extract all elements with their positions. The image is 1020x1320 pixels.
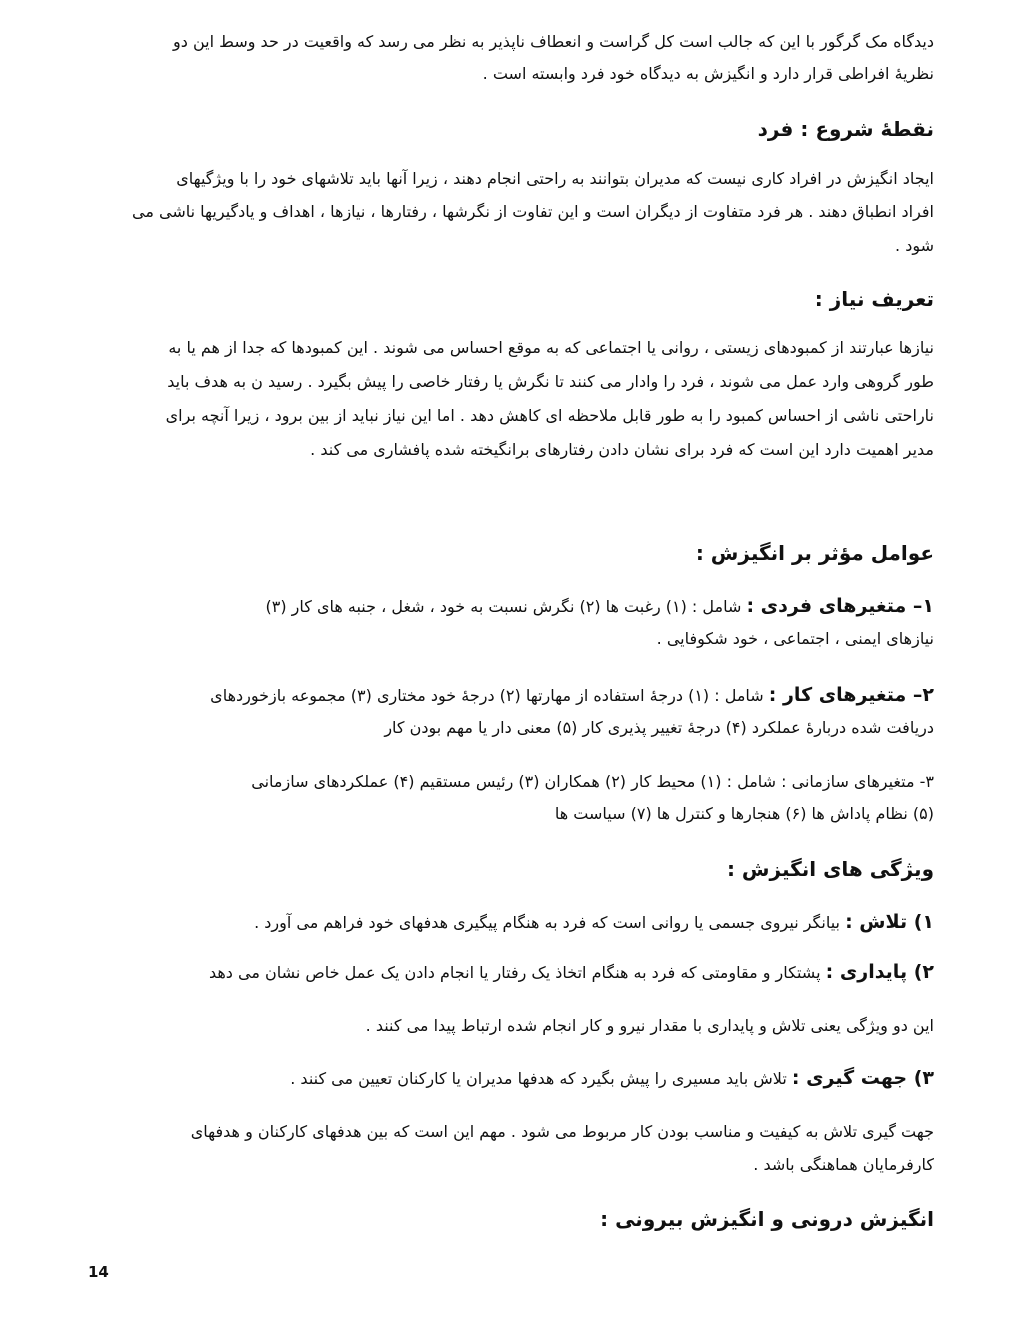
factor-individual bbox=[92, 590, 934, 655]
factor-organizational-line-1: ۳- متغیرهای سازمانی : شامل : (۱) محیط کار (۲) همکاران (۳) رئیس مستقیم (۴) عملکردهای سازمانی bbox=[251, 772, 934, 791]
need-line-1: نیازها عبارتند از کمبودهای زیستی ، روانی یا اجتماعی که به موقع احساس می شوند . این کمبودها که جدا از هم یا به bbox=[168, 338, 934, 357]
feature-effort bbox=[92, 906, 934, 939]
need-line-4: مدیر اهمیت دارد این است که فرد برای نشان دادن رفتارهای برانگیخته شده پافشاری می کند . bbox=[310, 440, 934, 459]
intro-line-2: نظریهٔ افراطی قرار دارد و انگیزش به دیدگاه خود فرد وابسته است . bbox=[482, 64, 934, 83]
feature-direction bbox=[92, 1062, 934, 1095]
feature-effort-label: ۱) تلاش : bbox=[845, 911, 934, 933]
page-number: 14 bbox=[88, 1263, 109, 1281]
starting-point-line-3: شود . bbox=[895, 236, 934, 255]
feature-persistence-label: ۲) پایداری : bbox=[825, 961, 934, 983]
feature-direction-label: ۳) جهت گیری : bbox=[791, 1067, 934, 1089]
factor-job-line-2: دریافت شده دربارهٔ عملکرد (۴) درجهٔ تغییر پذیری کار (۵) معنی دار یا مهم بودن کار bbox=[384, 718, 934, 737]
factor-organizational bbox=[92, 766, 934, 830]
feature-persistence-text: پشتکار و مقاومتی که فرد به هنگام اتخاذ یک رفتار یا انجام دادن یک عمل خاص نشان می دهد bbox=[208, 963, 821, 982]
factor-job-label: ۲– متغیرهای کار : bbox=[768, 684, 934, 706]
feature-direction-note-1: جهت گیری تلاش به کیفیت و مناسب بودن کار مربوط می شود . مهم این است که بین هدفهای کارکنان و هدفهای bbox=[190, 1122, 934, 1141]
factor-individual-label: ۱– متغیرهای فردی : bbox=[746, 595, 934, 617]
factor-organizational-line-2: (۵) نظام پاداش ها (۶) هنجارها و کنترل ها (۷) سیاست ها bbox=[554, 804, 934, 823]
feature-persistence bbox=[92, 956, 934, 989]
starting-point-line-1: ایجاد انگیزش در افراد کاری نیست که مدیران بتوانند به راحتی انجام دهند ، زیرا آنها باید تلاشهای خود را با ویژگیهای bbox=[176, 169, 934, 188]
need-line-3: ناراحتی ناشی از احساس کمبود را به طور قابل ملاحظه ای کاهش دهد . اما این نیاز نباید از بین برود ، زیرا آنچه برای bbox=[165, 406, 934, 425]
factor-job-line-1: شامل : (۱) درجهٔ استفاده از مهارتها (۲) درجهٔ خود مختاری (۳) مجموعه بازخوردهای bbox=[210, 686, 764, 705]
feature-persistence-note: این دو ویژگی یعنی تلاش و پایداری با مقدار نیرو و کار انجام شده ارتباط پیدا می کنند . bbox=[365, 1016, 934, 1035]
factor-job bbox=[92, 679, 934, 744]
intro-line-1: دیدگاه مک گرگور با این که جالب است کل گراست و انعطاف ناپذیر به نظر می رسد که واقعیت در حد وسط این دو bbox=[173, 32, 934, 51]
starting-point-line-2: افراد انطباق دهند . هر فرد متفاوت از دیگران است و این تفاوت از نگرشها ، رفتارها ، نیازها ، اهداف و یادگیریها ناشی می bbox=[132, 202, 934, 221]
heading-starting-point: نقطهٔ شروع : فرد bbox=[757, 117, 934, 141]
heading-motivation-factors: عوامل مؤثر بر انگیزش : bbox=[695, 541, 934, 565]
feature-effort-text: بیانگر نیروی جسمی یا روانی است که فرد به هنگام پیگیری هدفهای خود فراهم می آورد . bbox=[254, 913, 840, 932]
heading-need-definition: تعریف نیاز : bbox=[814, 287, 934, 311]
factor-individual-line-1: شامل : (۱) رغبت ها (۲) نگرش نسبت به خود ، شغل ، جنبه های کار (۳) bbox=[265, 597, 742, 616]
need-line-2: طور گروهی وارد عمل می شوند ، فرد را وادار می کنند تا نگرش یا رفتار خاصی را پیش بگیرد . رسید ن به هدف باید bbox=[167, 372, 934, 391]
heading-motivation-features: ویژگی های انگیزش : bbox=[726, 857, 934, 881]
feature-direction-text: تلاش باید مسیری را پیش بگیرد که هدفها مدیران یا کارکنان تعیین می کنند . bbox=[290, 1069, 787, 1088]
heading-intrinsic-extrinsic: انگیزش درونی و انگیزش بیرونی : bbox=[600, 1207, 934, 1231]
factor-individual-line-2: نیازهای ایمنی ، اجتماعی ، خود شکوفایی . bbox=[656, 629, 934, 648]
feature-direction-note-2: کارفرمایان هماهنگی باشد . bbox=[753, 1155, 934, 1174]
